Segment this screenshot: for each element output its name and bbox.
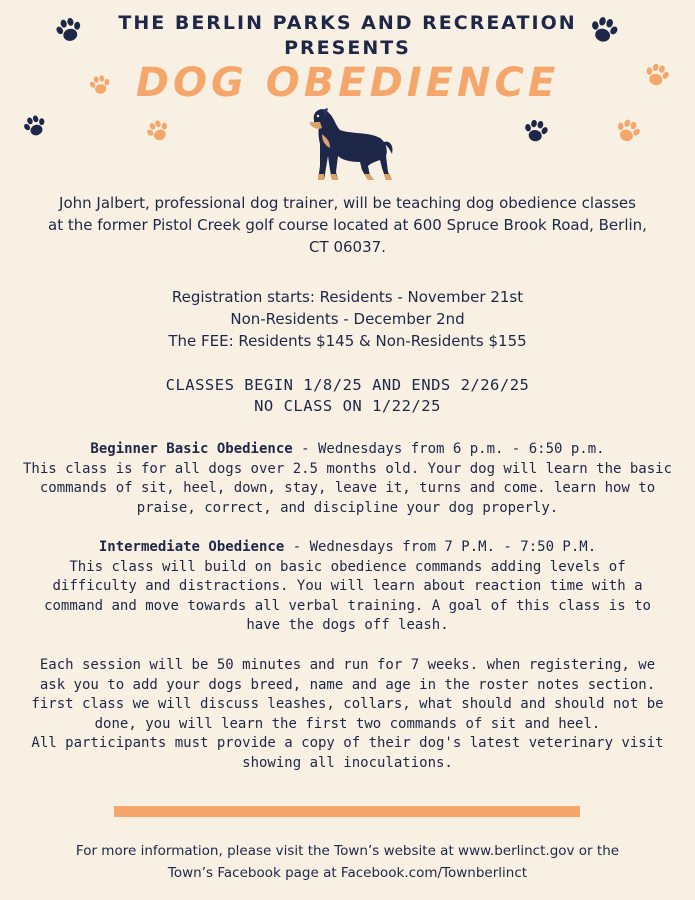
intermediate-class-section (4, 538, 691, 636)
beginner-description: This class is for all dogs over 2.5 months old. Your dog will learn the basic (22, 460, 672, 477)
beginner-schedule: - Wednesdays from 6 p.m. - 6:50 p.m. (292, 441, 605, 457)
intro-line: CT 06037. (309, 238, 386, 256)
session-line: first class we will discuss leashes, collars, what should and should not be (31, 696, 664, 712)
intro-line: John Jalbert, professional dog trainer, will be teaching dog obedience classes (59, 194, 636, 212)
session-line: All participants must provide a copy of their dog's latest veterinary visit (31, 735, 664, 751)
registration-line: Non-Residents - December 2nd (230, 310, 465, 328)
beginner-description: praise, correct, and discipline your dog properly. (136, 499, 559, 516)
intermediate-description: have the dogs off leash. (246, 617, 449, 633)
fee-line: The FEE: Residents $145 & Non-Residents $155 (168, 332, 527, 350)
session-line: showing all inoculations. (242, 754, 453, 771)
footer-line: Town’s Facebook page at Facebook.com/Townberlinct (167, 865, 528, 881)
registration-info (0, 286, 695, 352)
session-line: done, you will learn the first two commands of sit and heel. (94, 715, 601, 732)
intermediate-description: command and move towards all verbal training. A goal of this class is to (44, 597, 651, 614)
intro-paragraph (0, 192, 695, 258)
header-line-2: PRESENTS (284, 37, 411, 59)
registration-line: Registration starts: Residents - November 21st (171, 288, 524, 306)
paw-print-icon (522, 117, 550, 145)
no-class-line: NO CLASS ON 1/22/25 (254, 397, 441, 415)
session-info (4, 656, 691, 773)
session-line: Each session will be 50 minutes and run for 7 weeks. when registering, we (39, 657, 656, 673)
dog-icon (300, 104, 396, 184)
beginner-class-section (4, 440, 691, 518)
intermediate-description: This class will build on basic obedience commands adding levels of (69, 558, 626, 575)
beginner-description: commands of sit, heel, down, stay, leave it, turns and come. learn how to (39, 480, 656, 496)
intermediate-class-name: Intermediate Obedience (98, 539, 285, 555)
header-line-1: THE BERLIN PARKS AND RECREATION (118, 12, 577, 34)
divider-bar (114, 806, 580, 817)
class-dates-line: CLASSES BEGIN 1/8/25 AND ENDS 2/26/25 (165, 376, 530, 394)
page-title: DOG OBEDIENCE (135, 60, 560, 106)
intermediate-schedule: - Wednesdays from 7 P.M. - 7:50 P.M. (284, 539, 597, 555)
intro-line: at the former Pistol Creek golf course located at 600 Spruce Brook Road, Berlin, (48, 216, 647, 234)
footer-line: For more information, please visit the Town’s website at www.berlinct.gov or the (75, 843, 620, 859)
paw-print-icon (22, 113, 48, 139)
footer (0, 840, 695, 884)
class-dates (4, 375, 691, 417)
session-line: ask you to add your dogs breed, name and age in the roster notes section. (39, 676, 656, 693)
beginner-class-name: Beginner Basic Obedience (90, 441, 293, 457)
intermediate-description: difficulty and distractions. You will learn about reaction time with a (52, 578, 643, 594)
paw-print-icon (145, 118, 171, 144)
paw-print-icon (614, 117, 642, 145)
